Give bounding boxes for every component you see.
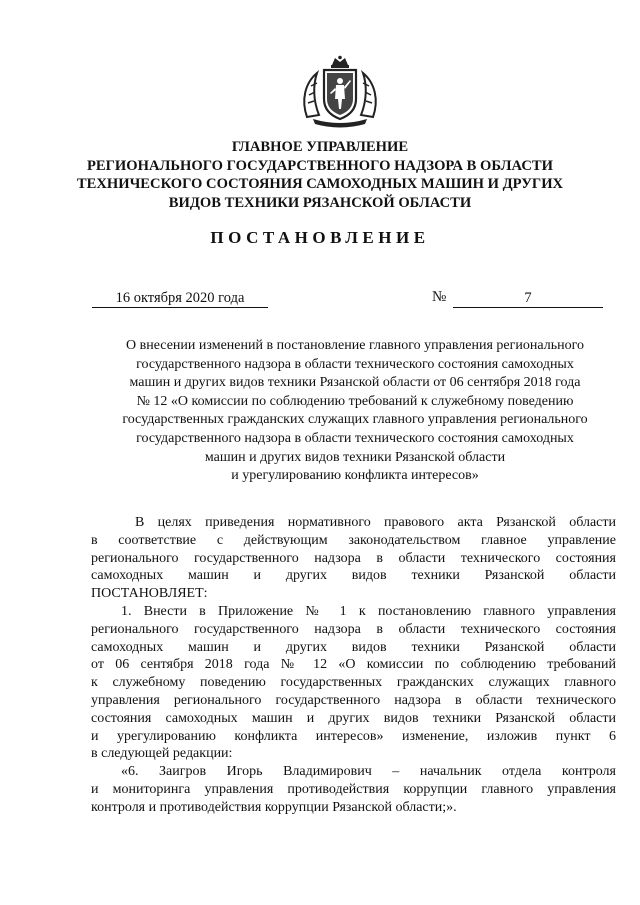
subject-line: машин и других видов техники Рязанской области — [204, 449, 506, 465]
organization-line: ТЕХНИЧЕСКОГО СОСТОЯНИЯ САМОХОДНЫХ МАШИН И ДРУГИХ — [76, 176, 564, 192]
body-line: от 06 сентября 2018 года № 12 «О комиссии по соблюдению требований — [91, 657, 616, 673]
subject-line: государственного надзора в области технического состояния самоходных — [136, 430, 574, 446]
document-number: 7 — [453, 289, 603, 308]
organization-line: РЕГИОНАЛЬНОГО ГОСУДАРСТВЕННОГО НАДЗОРА В ОБЛАСТИ — [86, 157, 553, 174]
body-line: ПОСТАНОВЛЯЕТ: — [91, 586, 208, 602]
body-line: самоходных машин и других видов техники Рязанской области — [91, 568, 616, 584]
body-line: регионального государственного надзора в области технического состояния — [91, 621, 616, 637]
body-line: и урегулированию конфликта интересов» изменение, изложив пункт 6 — [91, 728, 616, 744]
ryazan-coat-of-arms-icon — [299, 55, 381, 129]
subject-line: машин и других видов техники Рязанской области от 06 сентября 2018 года — [129, 375, 581, 391]
body-line: контроля и противодействия коррупции Рязанской области;». — [91, 799, 457, 815]
subject-line: и урегулированию конфликта интересов» — [231, 468, 479, 484]
body-line: к служебному поведению государственных гражданских служащих главного — [91, 675, 616, 691]
body-line: 1. Внести в Приложение № 1 к постановлению главного управления — [121, 603, 616, 619]
body-line: самоходных машин и других видов техники Рязанской области — [91, 639, 616, 655]
subject-line: О внесении изменений в постановление главного управления регионального — [126, 338, 584, 353]
document-body — [91, 514, 616, 817]
body-line: в следующей редакции: — [91, 746, 233, 762]
body-line: и мониторинга управления противодействия коррупции главного управления — [91, 781, 616, 797]
organization-line: ВИДОВ ТЕХНИКИ РЯЗАНСКОЙ ОБЛАСТИ — [168, 194, 472, 211]
body-line: «6. Заигров Игорь Владимирович – начальник отдела контроля — [121, 764, 616, 780]
number-label: № — [432, 289, 447, 305]
document-type-title: ПОСТАНОВЛЕНИЕ — [210, 228, 430, 247]
body-line: в соответствие с действующим законодательством главное управление — [91, 532, 616, 548]
organization-line: ГЛАВНОЕ УПРАВЛЕНИЕ — [231, 139, 409, 155]
body-line: состояния самоходных машин и других видов техники Рязанской области — [91, 710, 616, 726]
body-line: регионального государственного надзора в области технического состояния — [91, 550, 616, 566]
document-date: 16 октября 2020 года — [92, 289, 268, 308]
subject-line: № 12 «О комиссии по соблюдению требований к служебному поведению — [136, 393, 574, 409]
organization-name — [70, 138, 570, 212]
document-subject — [95, 337, 615, 486]
body-line: В целях приведения нормативного правового акта Рязанской области — [135, 515, 616, 530]
subject-line: государственного надзора в области технического состояния самоходных — [136, 356, 574, 372]
subject-line: государственных гражданских служащих главного управления регионального — [122, 412, 588, 428]
body-line: управления регионального государственного надзора в области технического — [91, 692, 616, 708]
